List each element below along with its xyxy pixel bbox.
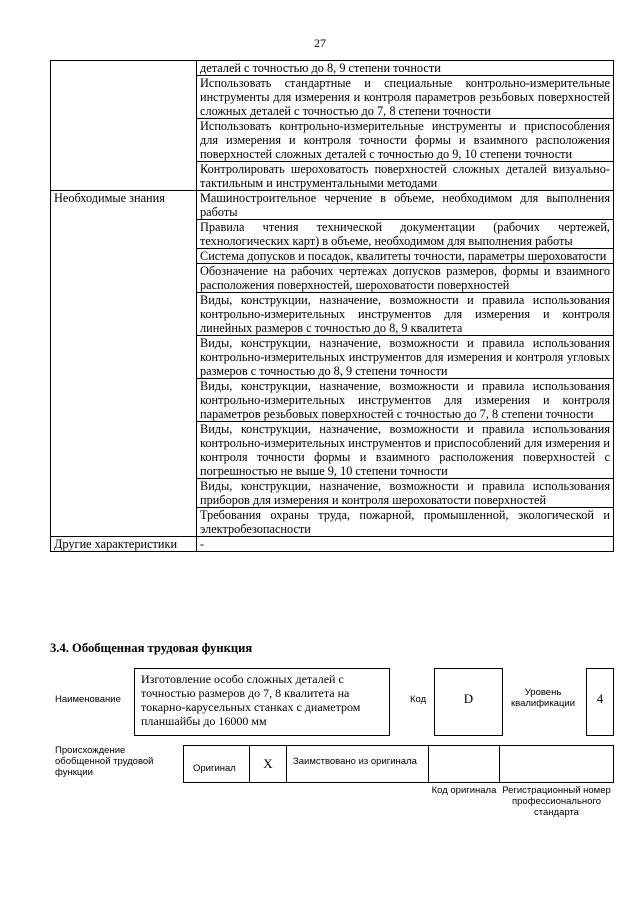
original-mark: X	[249, 745, 287, 783]
row-text: Обозначение на рабочих чертежах допусков размеров, формы и взаимного расположения поверхностей, шероховатости поверхностей	[197, 264, 614, 293]
level-label: Уровень квалификации	[510, 687, 576, 709]
row-label	[51, 61, 197, 191]
row-text: Виды, конструкции, назначение, возможности и правила использования контрольно-измерительных инструментов и приспособлений для измерения и контроля точности формы и взаимного расположения поверхностей с погрешностью не выше 9, 10 степени точности	[197, 422, 614, 479]
level-value: 4	[586, 668, 614, 736]
row-label-knowledge: Необходимые знания	[51, 191, 197, 537]
code-original-cell	[428, 745, 500, 783]
row-text: Контролировать шероховатость поверхностей сложных деталей визуально-тактильным и инструментальными методами	[197, 162, 614, 191]
row-text: Виды, конструкции, назначение, возможности и правила использования контрольно-измерительных инструментов для измерения и контроля параметров резьбовых поверхностей с точностью до 7, 8 степени точности	[197, 379, 614, 422]
code-original-caption: Код оригинала	[431, 785, 497, 796]
code-label: Код	[410, 694, 427, 705]
table-row	[51, 191, 614, 220]
row-text: Виды, конструкции, назначение, возможности и правила использования контрольно-измерительных инструментов для измерения и контроля угловых размеров с точностью до 8, 9 степени точности	[197, 336, 614, 379]
row-text: Использовать стандартные и специальные контрольно-измерительные инструменты для измерения и контроля параметров резьбовых поверхностей сложных деталей с точностью до 7, 8 степени точности	[197, 76, 614, 119]
row-text: -	[197, 537, 614, 552]
borrowed-label: Заимствовано из оригинала	[293, 756, 417, 767]
table-row	[51, 537, 614, 552]
origin-label: Происхождение обобщенной трудовой функции	[55, 745, 154, 778]
knowledge-skills-table	[50, 60, 614, 552]
original-label: Оригинал	[193, 763, 236, 774]
row-text: Требования охраны труда, пожарной, промышленной, экологической и электробезопасности	[197, 508, 614, 537]
reg-number-caption: Регистрационный номер профессионального стандарта	[502, 785, 611, 818]
row-text: Виды, конструкции, назначение, возможности и правила использования приборов для измерения и контроля шероховатости поверхностей	[197, 479, 614, 508]
row-label-other: Другие характеристики	[51, 537, 197, 552]
row-text: Виды, конструкции, назначение, возможности и правила использования контрольно-измерительных инструментов для измерения и контроля линейных размеров с точностью до 8, 9 квалитета	[197, 293, 614, 336]
name-label: Наименование	[55, 694, 121, 705]
row-text: Использовать контрольно-измерительные инструменты и приспособления для измерения и контроля точности формы и взаимного расположения поверхностей сложных деталей с точностью до 9, 10 степени точности	[197, 119, 614, 162]
reg-number-cell	[499, 745, 614, 783]
row-text: деталей с точностью до 8, 9 степени точности	[197, 61, 614, 76]
name-value: Изготовление особо сложных деталей с точностью размеров до 7, 8 квалитета на токарно-карусельных станках с диаметром планшайбы до 16000 мм	[134, 668, 390, 736]
section-title: 3.4. Обобщенная трудовая функция	[50, 641, 253, 655]
row-text: Правила чтения технической документации (рабочих чертежей, технологических карт) в объеме, необходимом для выполнения работы	[197, 220, 614, 249]
row-text: Машиностроительное черчение в объеме, необходимом для выполнения работы	[197, 191, 614, 220]
row-text: Система допусков и посадок, квалитеты точности, параметры шероховатости	[197, 249, 614, 264]
code-value: D	[434, 668, 503, 736]
page-number: 27	[314, 36, 326, 50]
table-row	[51, 61, 614, 76]
